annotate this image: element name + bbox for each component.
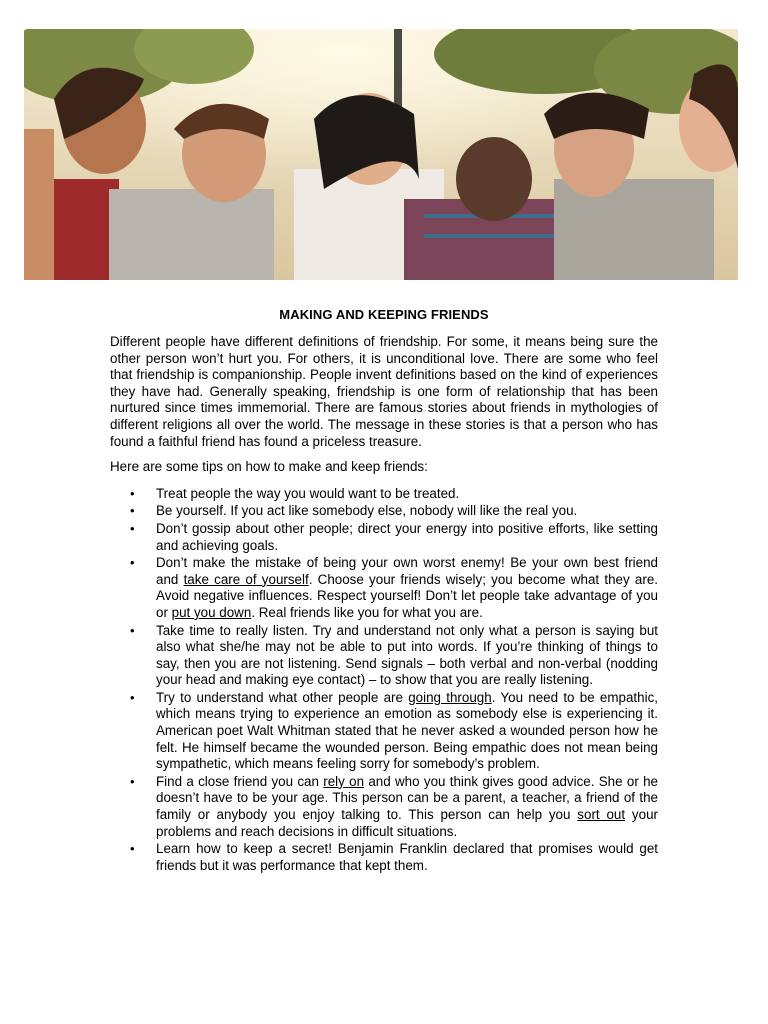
bullet-icon: •	[130, 689, 135, 705]
underlined-phrase: rely on	[323, 773, 365, 789]
tips-list	[110, 486, 658, 875]
tip-text: Don’t gossip about other people; direct your energy into positive efforts, like setting and achieving goals.	[156, 520, 658, 553]
tip-item	[110, 503, 658, 520]
bullet-icon: •	[130, 555, 135, 571]
tip-text-part: Try to understand what other people are	[156, 689, 409, 705]
tip-item	[110, 841, 658, 874]
tip-item	[110, 521, 658, 554]
bullet-icon: •	[130, 773, 135, 789]
tip-text: Take time to really listen. Try and understand not only what a person is saying but also what she/he may not be able to put into words. If you’re thinking of things to say, then you are not listening. Send signals – both verbal and non-verbal (nodding your head and making eye contact) – to show that you are really listening.	[156, 622, 658, 688]
tip-text-part: . Choose your friends wisely; you become what they are. Avoid negative influences. Respect yourself! Don’t let people take advantage of you or	[156, 571, 658, 620]
underlined-phrase: put you down	[171, 604, 252, 620]
tip-text-part: . You need to be empathic, which means trying to experience an emotion as somebody else is experiencing it. American poet Walt Whitman stated that he never asked a wounded person how he felt. He himself became the wounded person. Being empathic does not mean being sympathetic, which means feeling sorry for somebody’s problem.	[156, 689, 658, 772]
document-title: MAKING AND KEEPING FRIENDS	[279, 307, 489, 322]
tip-text-part: . Real friends like you for what you are.	[251, 604, 483, 620]
header-photo-group-of-friends	[24, 29, 738, 280]
tip-item	[110, 486, 658, 503]
tip-text: Be yourself. If you act like somebody else, nobody will like the real you.	[156, 503, 578, 519]
bullet-icon: •	[130, 485, 135, 501]
tips-intro-paragraph: Here are some tips on how to make and keep friends:	[110, 459, 428, 475]
document-body	[110, 334, 658, 875]
tip-text: Learn how to keep a secret! Benjamin Franklin declared that promises would get friends but it was performance that kept them.	[156, 841, 658, 873]
tip-text-part: your problems and reach decisions in difficult situations.	[156, 807, 658, 839]
tip-item	[110, 774, 658, 840]
underlined-phrase: take care of yourself	[183, 571, 309, 587]
tip-text-part: and who you think gives good advice. She or he doesn’t have to be your age. This person can be a parent, a teacher, a friend of the family or anybody you enjoy talking to. This person can help you	[156, 773, 658, 823]
bullet-icon: •	[130, 841, 135, 857]
underlined-phrase: going through	[408, 689, 492, 705]
tip-item	[110, 555, 658, 621]
intro-paragraph: Different people have different definitions of friendship. For some, it means being sure the other person won’t hurt you. For others, it is unconditional love. There are some who feel that friendship is companionship. People invent definitions based on the kind of experiences they have had. Generally speaking, friendship is one form of relationship that has been nurtured since times immemorial. There are famous stories about friends in mythologies of different religions all over the world. The message in these stories is that a person who has found a faithful friend has found a priceless treasure.	[110, 334, 658, 449]
bullet-icon: •	[130, 622, 135, 638]
tip-text-part: Find a close friend you can	[156, 773, 324, 789]
underlined-phrase: sort out	[577, 807, 626, 823]
tip-text: Treat people the way you would want to be treated.	[156, 485, 460, 501]
tip-item	[110, 690, 658, 773]
tip-text-part: Don’t make the mistake of being your own worst enemy! Be your own best friend and	[156, 555, 658, 587]
bullet-icon: •	[130, 503, 135, 519]
bullet-icon: •	[130, 520, 135, 536]
tip-item	[110, 623, 658, 689]
